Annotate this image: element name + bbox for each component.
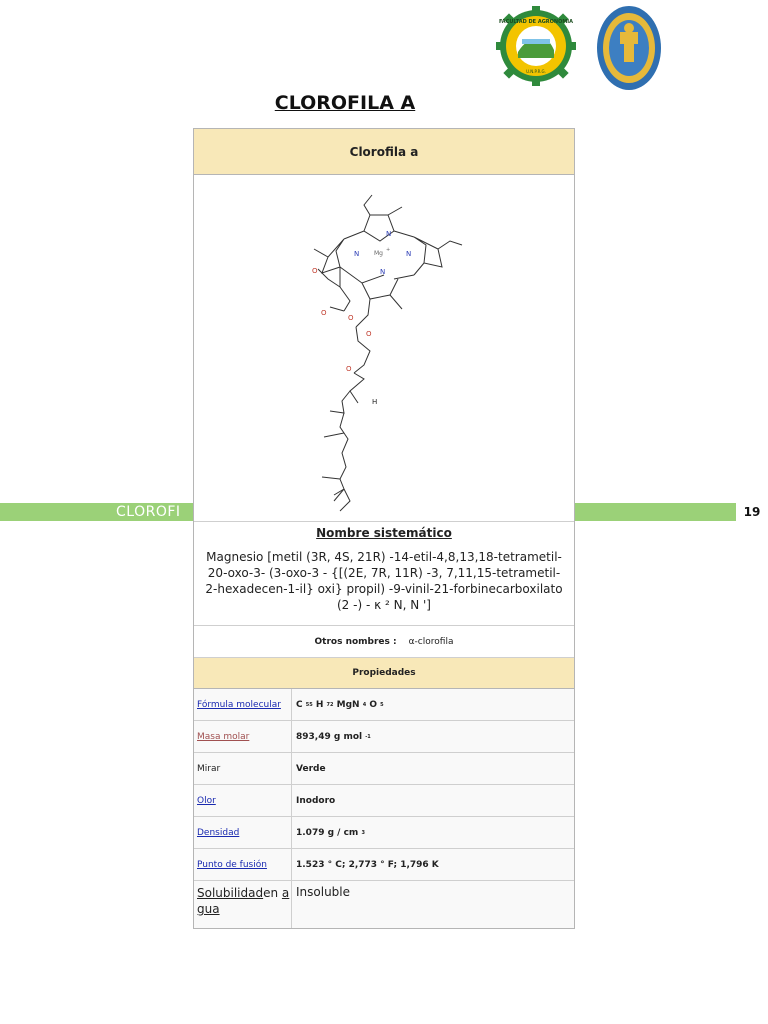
solubility-value: Insoluble bbox=[296, 885, 351, 899]
density-value: 1.079 g / cm 3 bbox=[296, 827, 365, 838]
svg-text:O: O bbox=[348, 314, 354, 322]
chlorophyll-structure-diagram bbox=[194, 175, 574, 522]
other-names-row bbox=[194, 626, 574, 658]
systematic-name-section bbox=[194, 522, 574, 626]
svg-text:N: N bbox=[380, 268, 386, 276]
water-link-cont[interactable]: gua bbox=[197, 902, 220, 916]
systematic-name-text: Magnesio [metil (3R, 4S, 21R) -14-etil-4,8,13,18-tetrametil-20-oxo-3- (3-oxo-3 - {[(2E, 7R, 11R) -3, 7,11,15-tetrametil-2-hexadecen-1-il} oxi} propil) -9-vinil-21-forbinecarboxilato (2 -) - κ ² N, N '] bbox=[205, 550, 563, 612]
table-row bbox=[194, 753, 574, 785]
appearance-value: Verde bbox=[296, 763, 326, 774]
svg-text:N: N bbox=[406, 250, 412, 258]
svg-text:H: H bbox=[372, 398, 378, 406]
properties-table bbox=[194, 689, 574, 928]
solubility-link[interactable]: Solubilidad bbox=[197, 886, 264, 900]
other-names-label: Otros nombres : bbox=[314, 636, 397, 647]
footer-running-title: CLOROFI bbox=[116, 504, 181, 520]
svg-text:O: O bbox=[321, 309, 327, 317]
svg-text:Mg: Mg bbox=[374, 250, 383, 257]
water-link[interactable]: a bbox=[281, 886, 290, 900]
other-names-value: α-clorofila bbox=[408, 636, 454, 647]
solubility-label: Solubilidaden a gua bbox=[194, 881, 292, 928]
chemical-infobox bbox=[193, 128, 575, 929]
table-row bbox=[194, 721, 574, 753]
infobox-title: Clorofila a bbox=[194, 129, 574, 175]
faculty-of-agronomy-logo bbox=[496, 6, 576, 86]
table-row bbox=[194, 849, 574, 881]
properties-heading: Propiedades bbox=[194, 658, 574, 689]
table-row bbox=[194, 785, 574, 817]
svg-text:N: N bbox=[354, 250, 360, 258]
svg-text:FACULTAD DE AGRONOMIA: FACULTAD DE AGRONOMIA bbox=[498, 19, 574, 25]
svg-text:+: + bbox=[386, 247, 391, 253]
molar-mass-value: 893,49 g mol -1 bbox=[296, 731, 371, 742]
table-row bbox=[194, 881, 574, 928]
molecule-structure-image bbox=[194, 175, 574, 522]
table-row bbox=[194, 817, 574, 849]
odor-link[interactable]: Olor bbox=[197, 795, 216, 806]
gear-icon bbox=[496, 6, 576, 86]
density-link[interactable]: Densidad bbox=[197, 827, 240, 838]
systematic-name-title: Nombre sistemático bbox=[316, 526, 452, 540]
svg-text:N: N bbox=[386, 230, 392, 238]
svg-text:U.N.P.R.G.: U.N.P.R.G. bbox=[526, 69, 546, 74]
odor-value: Inodoro bbox=[296, 795, 336, 806]
svg-text:O: O bbox=[312, 267, 318, 275]
molecular-formula-value: C 55 H 72 MgN 4 O 5 bbox=[296, 699, 384, 710]
university-logo bbox=[596, 4, 662, 92]
page-number: 19 bbox=[736, 503, 768, 521]
appearance-label: Mirar bbox=[197, 763, 221, 774]
svg-text:O: O bbox=[366, 330, 372, 338]
document-title: CLOROFILA A bbox=[274, 92, 416, 114]
melting-point-value: 1.523 ° C; 2,773 ° F; 1,796 K bbox=[296, 859, 439, 870]
molar-mass-link[interactable]: Masa molar bbox=[197, 731, 250, 742]
table-row bbox=[194, 689, 574, 721]
melting-point-link[interactable]: Punto de fusión bbox=[197, 859, 267, 870]
svg-text:O: O bbox=[346, 365, 352, 373]
molecular-formula-link[interactable]: Fórmula molecular bbox=[197, 699, 281, 710]
